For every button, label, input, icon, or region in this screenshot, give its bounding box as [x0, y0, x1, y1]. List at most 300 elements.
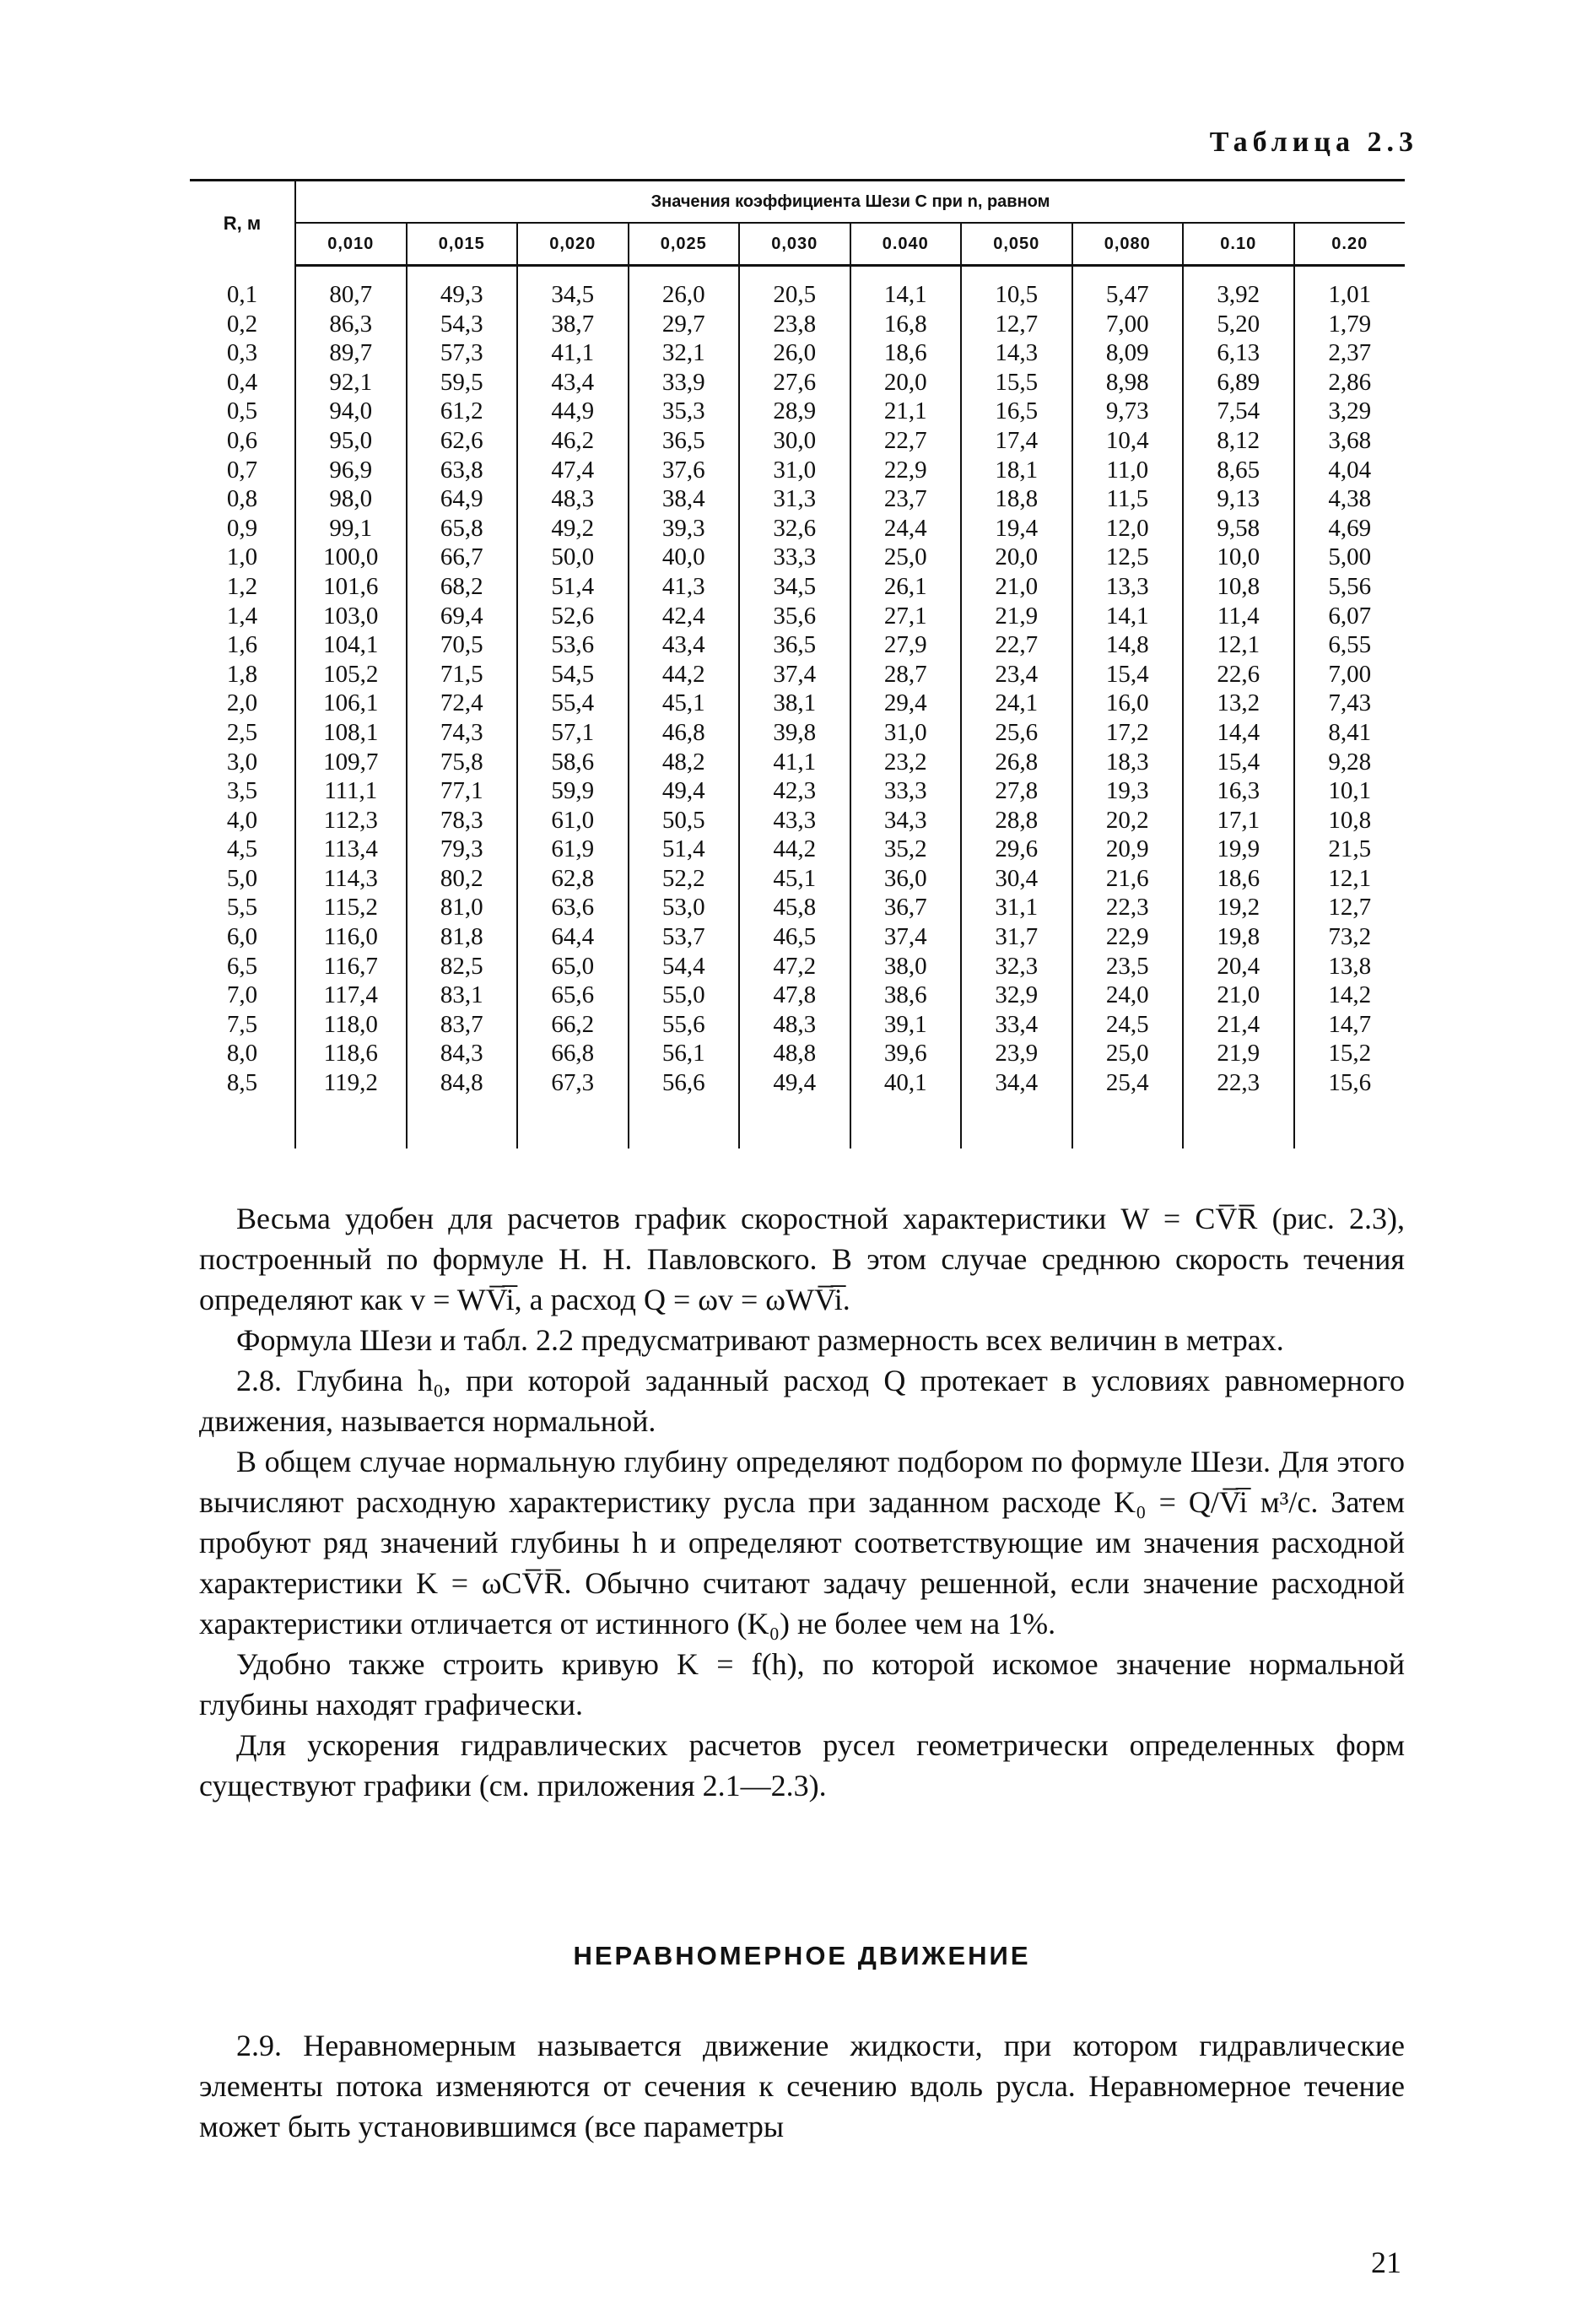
- chezy-value-cell: 17,4: [961, 426, 1072, 456]
- chezy-value-cell: 22,9: [1072, 922, 1184, 952]
- chezy-value-cell: 13,2: [1183, 689, 1294, 718]
- chezy-value-cell: 23,4: [961, 660, 1072, 689]
- chezy-value-cell: 117,4: [295, 981, 407, 1010]
- table-row: [190, 864, 1405, 894]
- chezy-value-cell: 104,1: [295, 630, 407, 660]
- chezy-value-cell: 18,8: [961, 484, 1072, 514]
- table-row: [190, 776, 1405, 806]
- chezy-value-cell: 25,0: [1072, 1039, 1184, 1068]
- radius-cell: 1,2: [226, 572, 258, 600]
- radius-cell: 7,5: [226, 1010, 258, 1038]
- chezy-value-cell: 18,3: [1072, 748, 1184, 777]
- n-value-header: 0,080: [1072, 223, 1184, 266]
- chezy-value-cell: 94,0: [295, 397, 407, 426]
- chezy-value-cell: 28,8: [961, 806, 1072, 835]
- radius-cell: 0,3: [226, 339, 258, 367]
- chezy-value-cell: 35,3: [629, 397, 740, 426]
- spacer-cell: [629, 266, 740, 281]
- chezy-value-cell: 96,9: [295, 456, 407, 485]
- chezy-value-cell: 23,7: [850, 484, 962, 514]
- chezy-value-cell: 30,0: [739, 426, 850, 456]
- chezy-value-cell: 21,4: [1183, 1010, 1294, 1040]
- chezy-value-cell: 6,07: [1294, 602, 1406, 631]
- chezy-value-cell: 99,1: [295, 514, 407, 543]
- spacer-cell: [295, 1098, 407, 1148]
- chezy-value-cell: 9,58: [1183, 514, 1294, 543]
- table-row: [190, 572, 1405, 602]
- table-row: [190, 1039, 1405, 1068]
- chezy-value-cell: 26,0: [739, 338, 850, 368]
- chezy-value-cell: 37,4: [739, 660, 850, 689]
- chezy-value-cell: 8,09: [1072, 338, 1184, 368]
- spacer-cell: [850, 1098, 962, 1148]
- chezy-value-cell: 105,2: [295, 660, 407, 689]
- chezy-value-cell: 19,3: [1072, 776, 1184, 806]
- chezy-value-cell: 9,28: [1294, 748, 1406, 777]
- chezy-value-cell: 56,1: [629, 1039, 740, 1068]
- spacer-cell: [1294, 1098, 1406, 1148]
- chezy-value-cell: 54,4: [629, 952, 740, 981]
- n-value-header: 0,010: [295, 223, 407, 266]
- page-number: 21: [1371, 2246, 1401, 2279]
- n-value-header: 0,015: [407, 223, 518, 266]
- chezy-value-cell: 113,4: [295, 835, 407, 864]
- chezy-value-cell: 33,3: [739, 543, 850, 572]
- table-row: [190, 893, 1405, 922]
- chezy-value-cell: 115,2: [295, 893, 407, 922]
- radius-cell: 0,9: [226, 514, 258, 542]
- chezy-value-cell: 63,6: [517, 893, 629, 922]
- chezy-value-cell: 21,6: [1072, 864, 1184, 894]
- chezy-value-cell: 4,04: [1294, 456, 1406, 485]
- chezy-value-cell: 53,6: [517, 630, 629, 660]
- chezy-value-cell: 14,4: [1183, 718, 1294, 748]
- table-row: [190, 1010, 1405, 1040]
- chezy-value-cell: 14,7: [1294, 1010, 1406, 1040]
- chezy-value-cell: 32,1: [629, 338, 740, 368]
- radius-cell: 3,0: [226, 748, 258, 776]
- chezy-value-cell: 80,7: [295, 280, 407, 310]
- chezy-value-cell: 116,7: [295, 952, 407, 981]
- chezy-value-cell: 34,5: [517, 280, 629, 310]
- chezy-value-cell: 64,9: [407, 484, 518, 514]
- chezy-value-cell: 44,9: [517, 397, 629, 426]
- n-value-header: 0,025: [629, 223, 740, 266]
- chezy-coefficient-table: [190, 179, 1405, 1148]
- chezy-value-cell: 15,5: [961, 368, 1072, 397]
- chezy-value-cell: 42,3: [739, 776, 850, 806]
- spacer-cell: [629, 1098, 740, 1148]
- chezy-value-cell: 72,4: [407, 689, 518, 718]
- radius-cell: 5,5: [226, 894, 258, 921]
- chezy-value-cell: 19,9: [1183, 835, 1294, 864]
- chezy-value-cell: 38,7: [517, 310, 629, 339]
- chezy-value-cell: 32,3: [961, 952, 1072, 981]
- chezy-value-cell: 29,6: [961, 835, 1072, 864]
- chezy-value-cell: 31,0: [850, 718, 962, 748]
- spacer-cell: [1183, 266, 1294, 281]
- radius-cell: 6,0: [226, 923, 258, 951]
- radius-cell: 0,1: [226, 281, 258, 308]
- chezy-value-cell: 89,7: [295, 338, 407, 368]
- table-row: [190, 280, 1405, 310]
- chezy-value-cell: 98,0: [295, 484, 407, 514]
- chezy-value-cell: 27,6: [739, 368, 850, 397]
- chezy-value-cell: 11,0: [1072, 456, 1184, 485]
- radius-cell: 0,7: [226, 456, 258, 484]
- table-spacer: [190, 266, 1405, 281]
- chezy-value-cell: 74,3: [407, 718, 518, 748]
- chezy-value-cell: 4,38: [1294, 484, 1406, 514]
- chezy-value-cell: 54,3: [407, 310, 518, 339]
- chezy-value-cell: 57,1: [517, 718, 629, 748]
- chezy-value-cell: 25,0: [850, 543, 962, 572]
- chezy-value-cell: 56,6: [629, 1068, 740, 1098]
- chezy-value-cell: 66,7: [407, 543, 518, 572]
- chezy-value-cell: 71,5: [407, 660, 518, 689]
- body-text-continued: [199, 2025, 1405, 2147]
- chezy-value-cell: 18,6: [1183, 864, 1294, 894]
- chezy-value-cell: 37,4: [850, 922, 962, 952]
- chezy-value-cell: 67,3: [517, 1068, 629, 1098]
- chezy-value-cell: 28,7: [850, 660, 962, 689]
- spacer-cell: [1072, 1098, 1184, 1148]
- table-row: [190, 426, 1405, 456]
- radius-cell: 1,8: [226, 660, 258, 688]
- chezy-value-cell: 21,5: [1294, 835, 1406, 864]
- chezy-value-cell: 19,8: [1183, 922, 1294, 952]
- chezy-value-cell: 20,0: [850, 368, 962, 397]
- chezy-value-cell: 53,7: [629, 922, 740, 952]
- chezy-value-cell: 1,01: [1294, 280, 1406, 310]
- chezy-value-cell: 20,0: [961, 543, 1072, 572]
- chezy-value-cell: 12,7: [1294, 893, 1406, 922]
- table-row: [190, 484, 1405, 514]
- chezy-value-cell: 40,1: [850, 1068, 962, 1098]
- chezy-value-cell: 5,56: [1294, 572, 1406, 602]
- chezy-value-cell: 21,9: [961, 602, 1072, 631]
- chezy-value-cell: 22,7: [850, 426, 962, 456]
- chezy-value-cell: 26,0: [629, 280, 740, 310]
- chezy-value-cell: 46,8: [629, 718, 740, 748]
- chezy-value-cell: 10,1: [1294, 776, 1406, 806]
- paragraph: 2.9. Неравномерным называется движение жидкости, при котором гидравлические элементы потока изменяются от сечения к сечению вдоль русла. Неравномерное течение может быть установившимся (все параметры: [199, 2029, 1405, 2143]
- chezy-value-cell: 7,54: [1183, 397, 1294, 426]
- chezy-value-cell: 16,5: [961, 397, 1072, 426]
- spacer-cell: [1183, 1098, 1294, 1148]
- chezy-value-cell: 44,2: [629, 660, 740, 689]
- chezy-value-cell: 42,4: [629, 602, 740, 631]
- chezy-value-cell: 27,1: [850, 602, 962, 631]
- spacer-cell: [1072, 266, 1184, 281]
- chezy-value-cell: 8,41: [1294, 718, 1406, 748]
- chezy-value-cell: 7,00: [1294, 660, 1406, 689]
- chezy-value-cell: 61,2: [407, 397, 518, 426]
- chezy-value-cell: 25,6: [961, 718, 1072, 748]
- chezy-value-cell: 61,0: [517, 806, 629, 835]
- radius-cell: 6,5: [226, 952, 258, 980]
- n-value-header: 0.040: [850, 223, 962, 266]
- chezy-value-cell: 29,7: [629, 310, 740, 339]
- radius-cell: 1,4: [226, 602, 258, 630]
- chezy-value-cell: 80,2: [407, 864, 518, 894]
- chezy-value-cell: 44,2: [739, 835, 850, 864]
- n-value-header: 0.20: [1294, 223, 1406, 266]
- chezy-value-cell: 14,1: [850, 280, 962, 310]
- chezy-value-cell: 59,9: [517, 776, 629, 806]
- paragraph: Формула Шези и табл. 2.2 предусматривают размерность всех величин в метрах.: [236, 1323, 1284, 1357]
- table-row: [190, 1068, 1405, 1098]
- chezy-value-cell: 14,8: [1072, 630, 1184, 660]
- chezy-value-cell: 49,3: [407, 280, 518, 310]
- chezy-value-cell: 26,8: [961, 748, 1072, 777]
- radius-cell: 3,5: [226, 777, 258, 805]
- chezy-value-cell: 20,2: [1072, 806, 1184, 835]
- chezy-value-cell: 10,4: [1072, 426, 1184, 456]
- radius-cell: 0,4: [226, 368, 258, 396]
- radius-cell: 2,0: [226, 689, 258, 717]
- chezy-value-cell: 27,9: [850, 630, 962, 660]
- chezy-value-cell: 13,3: [1072, 572, 1184, 602]
- chezy-value-cell: 39,3: [629, 514, 740, 543]
- table-row: [190, 806, 1405, 835]
- body-text: [199, 1198, 1405, 1806]
- chezy-value-cell: 65,8: [407, 514, 518, 543]
- chezy-value-cell: 43,4: [517, 368, 629, 397]
- chezy-value-cell: 43,4: [629, 630, 740, 660]
- chezy-value-cell: 53,0: [629, 893, 740, 922]
- chezy-value-cell: 17,1: [1183, 806, 1294, 835]
- spacer-cell: [739, 266, 850, 281]
- table-row: [190, 310, 1405, 339]
- chezy-value-cell: 24,5: [1072, 1010, 1184, 1040]
- chezy-value-cell: 52,2: [629, 864, 740, 894]
- chezy-value-cell: 5,20: [1183, 310, 1294, 339]
- chezy-value-cell: 51,4: [629, 835, 740, 864]
- chezy-value-cell: 47,2: [739, 952, 850, 981]
- n-value-header: 0.10: [1183, 223, 1294, 266]
- chezy-value-cell: 6,89: [1183, 368, 1294, 397]
- spacer-cell: [190, 266, 295, 281]
- chezy-value-cell: 81,8: [407, 922, 518, 952]
- chezy-value-cell: 24,4: [850, 514, 962, 543]
- chezy-value-cell: 83,1: [407, 981, 518, 1010]
- spacer-cell: [407, 266, 518, 281]
- paragraph: Удобно также строить кривую K = f(h), по которой искомое значение нормальной глубины находят графически.: [199, 1647, 1405, 1721]
- spacer-cell: [517, 266, 629, 281]
- table-spacer: [190, 1098, 1405, 1148]
- chezy-value-cell: 43,3: [739, 806, 850, 835]
- chezy-value-cell: 3,68: [1294, 426, 1406, 456]
- table-row: [190, 514, 1405, 543]
- chezy-value-cell: 11,5: [1072, 484, 1184, 514]
- chezy-value-cell: 36,7: [850, 893, 962, 922]
- table-row: [190, 748, 1405, 777]
- radius-cell: 0,8: [226, 485, 258, 513]
- chezy-value-cell: 12,7: [961, 310, 1072, 339]
- chezy-value-cell: 21,1: [850, 397, 962, 426]
- chezy-value-cell: 30,4: [961, 864, 1072, 894]
- chezy-value-cell: 20,9: [1072, 835, 1184, 864]
- radius-cell: 0,6: [226, 426, 258, 454]
- chezy-value-cell: 31,7: [961, 922, 1072, 952]
- chezy-value-cell: 33,3: [850, 776, 962, 806]
- table-row: [190, 630, 1405, 660]
- table-caption: Таблица 2.3: [1209, 127, 1418, 158]
- chezy-value-cell: 35,2: [850, 835, 962, 864]
- table-row: [190, 952, 1405, 981]
- radius-cell: 1,6: [226, 631, 258, 659]
- chezy-value-cell: 22,3: [1072, 893, 1184, 922]
- chezy-value-cell: 82,5: [407, 952, 518, 981]
- chezy-value-cell: 36,5: [629, 426, 740, 456]
- chezy-value-cell: 23,2: [850, 748, 962, 777]
- chezy-value-cell: 10,0: [1183, 543, 1294, 572]
- table-row: [190, 922, 1405, 952]
- paragraph: 2.8. Глубина h₀, при которой заданный расход Q протекает в условиях равномерного движения, называется нормальной.: [199, 1364, 1405, 1438]
- chezy-value-cell: 12,5: [1072, 543, 1184, 572]
- chezy-value-cell: 45,1: [629, 689, 740, 718]
- chezy-value-cell: 18,6: [850, 338, 962, 368]
- chezy-value-cell: 55,6: [629, 1010, 740, 1040]
- chezy-value-cell: 5,47: [1072, 280, 1184, 310]
- chezy-value-cell: 12,1: [1183, 630, 1294, 660]
- chezy-value-cell: 16,0: [1072, 689, 1184, 718]
- chezy-value-cell: 84,3: [407, 1039, 518, 1068]
- chezy-value-cell: 2,37: [1294, 338, 1406, 368]
- group-header: Значения коэффициента Шези C при n, равном: [295, 181, 1405, 224]
- chezy-value-cell: 48,3: [739, 1010, 850, 1040]
- chezy-value-cell: 49,2: [517, 514, 629, 543]
- table-row: [190, 456, 1405, 485]
- section-heading: НЕРАВНОМЕРНОЕ ДВИЖЕНИЕ: [573, 1941, 1031, 1970]
- chezy-value-cell: 9,73: [1072, 397, 1184, 426]
- chezy-value-cell: 79,3: [407, 835, 518, 864]
- spacer-cell: [850, 266, 962, 281]
- chezy-value-cell: 27,8: [961, 776, 1072, 806]
- spacer-cell: [739, 1098, 850, 1148]
- spacer-cell: [295, 266, 407, 281]
- table-row: [190, 689, 1405, 718]
- chezy-value-cell: 41,3: [629, 572, 740, 602]
- chezy-value-cell: 81,0: [407, 893, 518, 922]
- chezy-value-cell: 86,3: [295, 310, 407, 339]
- table-row: [190, 602, 1405, 631]
- chezy-value-cell: 24,0: [1072, 981, 1184, 1010]
- chezy-value-cell: 14,2: [1294, 981, 1406, 1010]
- chezy-value-cell: 1,79: [1294, 310, 1406, 339]
- chezy-value-cell: 33,4: [961, 1010, 1072, 1040]
- table-row: [190, 338, 1405, 368]
- chezy-value-cell: 21,9: [1183, 1039, 1294, 1068]
- chezy-value-cell: 55,0: [629, 981, 740, 1010]
- chezy-value-cell: 21,0: [1183, 981, 1294, 1010]
- chezy-value-cell: 55,4: [517, 689, 629, 718]
- chezy-value-cell: 66,2: [517, 1010, 629, 1040]
- chezy-value-cell: 34,5: [739, 572, 850, 602]
- radius-cell: 7,0: [226, 981, 258, 1009]
- chezy-value-cell: 23,8: [739, 310, 850, 339]
- radius-cell: 5,0: [226, 864, 258, 892]
- radius-cell: 1,0: [226, 543, 258, 571]
- chezy-value-cell: 41,1: [517, 338, 629, 368]
- chezy-value-cell: 7,00: [1072, 310, 1184, 339]
- chezy-value-cell: 70,5: [407, 630, 518, 660]
- chezy-value-cell: 58,6: [517, 748, 629, 777]
- chezy-value-cell: 8,65: [1183, 456, 1294, 485]
- chezy-value-cell: 36,0: [850, 864, 962, 894]
- chezy-value-cell: 15,4: [1072, 660, 1184, 689]
- chezy-value-cell: 65,6: [517, 981, 629, 1010]
- chezy-value-cell: 38,4: [629, 484, 740, 514]
- chezy-value-cell: 38,0: [850, 952, 962, 981]
- chezy-value-cell: 106,1: [295, 689, 407, 718]
- chezy-value-cell: 48,8: [739, 1039, 850, 1068]
- chezy-value-cell: 8,98: [1072, 368, 1184, 397]
- chezy-value-cell: 101,6: [295, 572, 407, 602]
- chezy-value-cell: 22,9: [850, 456, 962, 485]
- radius-cell: 0,5: [226, 397, 258, 425]
- chezy-value-cell: 92,1: [295, 368, 407, 397]
- chezy-value-cell: 62,8: [517, 864, 629, 894]
- spacer-cell: [407, 1098, 518, 1148]
- chezy-value-cell: 78,3: [407, 806, 518, 835]
- chezy-value-cell: 15,6: [1294, 1068, 1406, 1098]
- chezy-value-cell: 16,8: [850, 310, 962, 339]
- chezy-value-cell: 48,2: [629, 748, 740, 777]
- radius-cell: 8,5: [226, 1069, 258, 1097]
- table-row: [190, 397, 1405, 426]
- chezy-value-cell: 38,6: [850, 981, 962, 1010]
- spacer-cell: [190, 1098, 295, 1148]
- chezy-value-cell: 4,69: [1294, 514, 1406, 543]
- chezy-value-cell: 62,6: [407, 426, 518, 456]
- chezy-value-cell: 39,8: [739, 718, 850, 748]
- chezy-value-cell: 66,8: [517, 1039, 629, 1068]
- chezy-value-cell: 40,0: [629, 543, 740, 572]
- chezy-value-cell: 41,1: [739, 748, 850, 777]
- chezy-value-cell: 15,4: [1183, 748, 1294, 777]
- chezy-value-cell: 47,4: [517, 456, 629, 485]
- n-value-header: 0,020: [517, 223, 629, 266]
- radius-cell: 0,2: [226, 310, 258, 338]
- chezy-value-cell: 45,1: [739, 864, 850, 894]
- row-header: R, м: [190, 181, 295, 266]
- chezy-value-cell: 114,3: [295, 864, 407, 894]
- chezy-value-cell: 46,2: [517, 426, 629, 456]
- chezy-value-cell: 19,2: [1183, 893, 1294, 922]
- chezy-value-cell: 23,5: [1072, 952, 1184, 981]
- chezy-value-cell: 109,7: [295, 748, 407, 777]
- chezy-value-cell: 69,4: [407, 602, 518, 631]
- chezy-value-cell: 16,3: [1183, 776, 1294, 806]
- radius-cell: 4,5: [226, 835, 258, 863]
- spacer-cell: [1294, 266, 1406, 281]
- chezy-value-cell: 2,86: [1294, 368, 1406, 397]
- chezy-value-cell: 75,8: [407, 748, 518, 777]
- chezy-value-cell: 103,0: [295, 602, 407, 631]
- chezy-value-cell: 84,8: [407, 1068, 518, 1098]
- chezy-value-cell: 34,4: [961, 1068, 1072, 1098]
- chezy-value-cell: 22,3: [1183, 1068, 1294, 1098]
- chezy-value-cell: 49,4: [629, 776, 740, 806]
- chezy-value-cell: 22,7: [961, 630, 1072, 660]
- chezy-value-cell: 108,1: [295, 718, 407, 748]
- spacer-cell: [517, 1098, 629, 1148]
- chezy-value-cell: 32,9: [961, 981, 1072, 1010]
- chezy-value-cell: 50,0: [517, 543, 629, 572]
- chezy-value-cell: 28,9: [739, 397, 850, 426]
